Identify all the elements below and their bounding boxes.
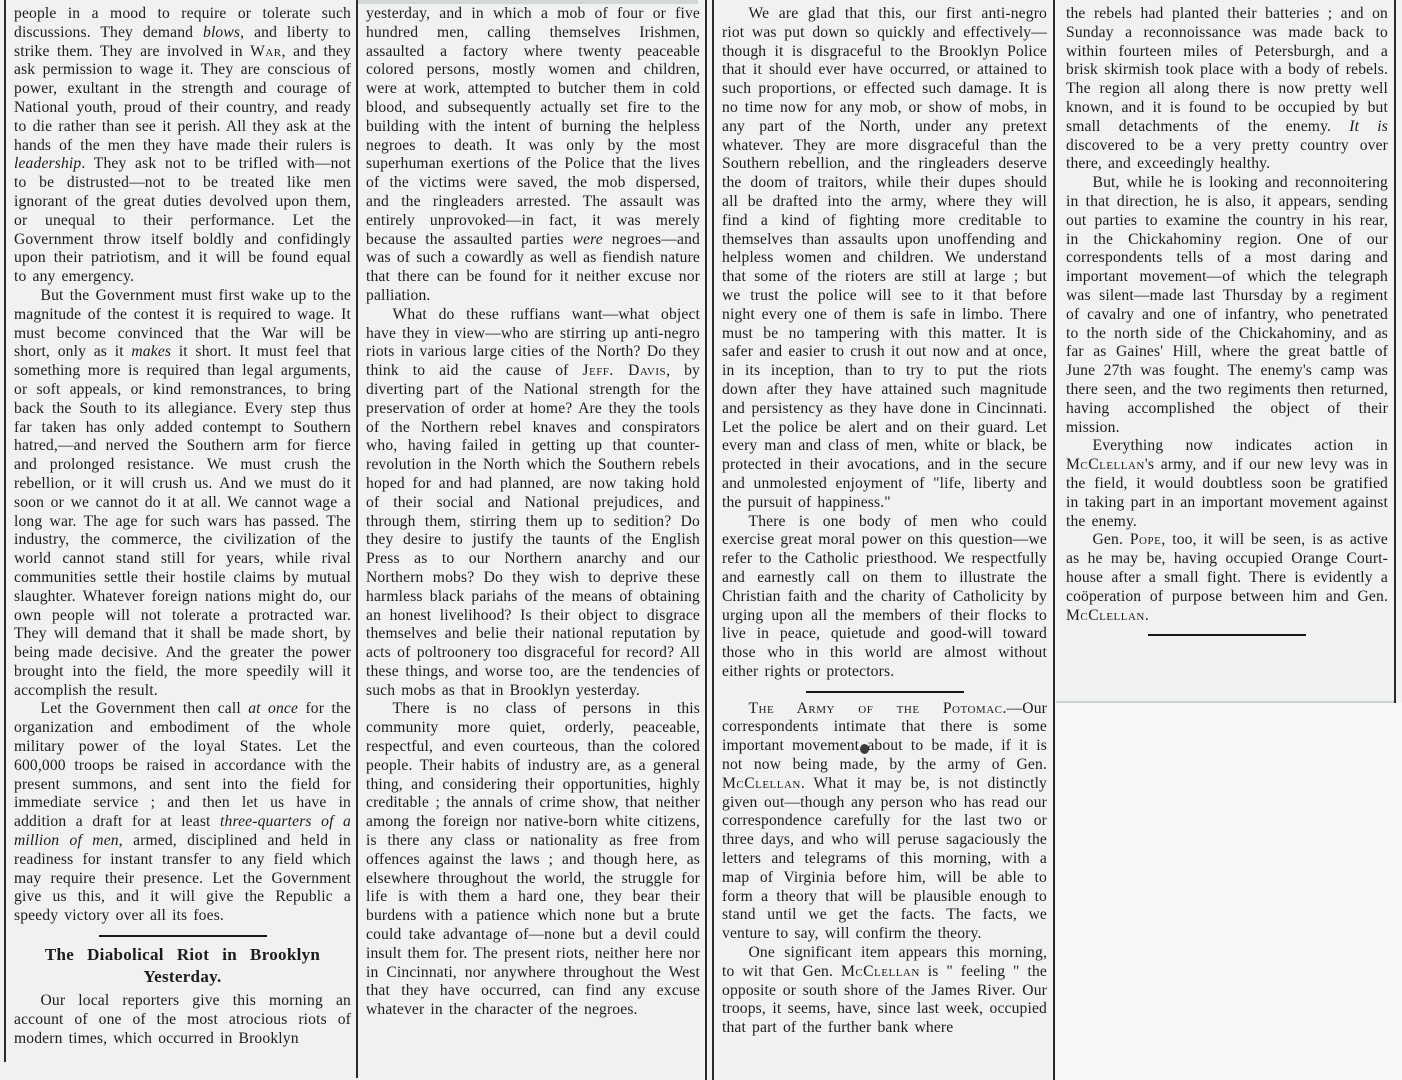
riot-article-paragraph: There is one body of men who could exercise great moral power on this question—we refer to the Catholic priesthood. We respectfully and earnestly call on them to illustrate the Christian faith and the charity of Catholicity by urging upon all the members of their flocks to live in peace, quietude and good-will toward those who in this world are almost without either rights or protectors. [722, 512, 1047, 680]
potomac-article-paragraph: But, while he is looking and reconnoitering in that direction, he is also, it appears, sending out parties to examine the country in his rear, in the Chickahominy region. One of our correspondents tells of a most daring and important movement—of which the telegraph was silent—made last Thursday by a regiment of cavalry and one of infantry, who penetrated to the north side of the Chickahominy, and as far as Gaines' Hill, where the great battle of June 27th was fought. The enemy's camp was there seen, and the two regiments then returned, having accomplished the object of their mission. [1066, 174, 1388, 436]
column-3 [722, 5, 1047, 1080]
riot-article-paragraph: yesterday, and in which a mob of four or five hundred men, calling themselves Irishmen, assaulted a factory where twenty peaceable colored persons, mostly women and children, were at work, attempted to butcher them in cold blood, and subsequently actually set fire to the building with the intent of burning the helpless negroes to death. It was only by the most superhuman exertions of the Police that the lives of the victims were saved, the mob dispersed, and the ringleaders arrested. The assault was entirely unprovoked—in fact, it was merely because the assaulted parties were negroes—and was of such a cowardly as well as fiendish nature that there can be found for it neither excuse nor palliation. [366, 5, 700, 304]
end-of-article-rule [806, 691, 964, 693]
column-2 [366, 5, 700, 1080]
end-of-article-rule [99, 935, 267, 937]
column-rule-3-4 [1053, 0, 1055, 1080]
column-rule-2-3-inner [712, 0, 714, 1080]
column-rule-left-edge [4, 0, 6, 1062]
clipping-edge-artifact [358, 0, 698, 4]
column-rule-1-2 [356, 0, 358, 1078]
potomac-article-paragraph: Gen. Pope, too, it will be seen, is as active as he may be, having occupied Orange Court-house after a small fight. There is evidently a coöperation of purpose between him and Gen. McClellan. [1066, 531, 1388, 624]
riot-article-headline: The Diabolical Riot in Brooklyn Yesterday. [44, 945, 321, 987]
column-1 [14, 5, 351, 1080]
column-4 [1066, 5, 1388, 1080]
riot-article-paragraph: What do these ruffians want—what object have they in view—who are stirring up anti-negro riots in various large cities of the North? Do they think to aid the cause of Jeff. Davis, by diverting part of the National strength for the preservation of order at home? Are they the tools of the Northern rebel knaves and conspirators who, having failed in getting up that counter-revolution in the North which the Southern rebels hoped for and had planned, are now taking hold of their social and National prejudices, and through them, stirring them up to sedition? Do they desire to justify the taunts of the English Press as to our Northern anarchy and our Northern mobs? Do they wish to deprive these harmless black pariahs of the means of obtaining an honest livelihood? Is their object to disgrace themselves and belie their national reputation by acts of poltroonery too disgraceful for record? All these things, and worse too, are the tendencies of such mobs as that in Brooklyn yesterday. [366, 305, 700, 699]
column-rule-right-edge [1394, 0, 1396, 706]
riot-article-paragraph: Our local reporters give this morning an account of one of the most atrocious riots of modern times, which occurred in Brooklyn [14, 992, 351, 1047]
potomac-article-paragraph: the rebels had planted their batteries ; and on Sunday a reconnoissance was made back to within fourteen miles of Petersburgh, and a brisk skirmish took place with a body of rebels. The region all along there is now pretty well known, and it is found to be occupied by but small detachments of the enemy. It is discovered to be a very pretty country over there, and exceedingly healthy. [1066, 5, 1388, 173]
war-editorial-paragraph: people in a mood to require or tolerate such discussions. They demand blows, and liberty to strike them. They are involved in War, and they ask permission to wage it. They are conscious of power, exultant in the strength and courage of National youth, proud of their country, and ready to die rather than see it perish. All they ask at the hands of the men they have made their rulers is leadership. They ask not to be trifled with—not to be distrusted—not to be treated like men ignorant of the great duties devolved upon them, or unequal to their performance. Let the Government throw itself boldly and confidingly upon their patriotism, and it will be found equal to any emergency. [14, 5, 351, 286]
end-of-article-rule [1148, 634, 1306, 636]
column-rule-2-3-outer [705, 0, 707, 1080]
potomac-article-paragraph: The Army of the Potomac.—Our correspondents intimate that there is some important movement about to be made, if it is not now being made, by the army of Gen. McClellan. What it may be, is not distinctly given out—though any person who has read our correspondence carefully for the last two or three days, and who will peruse sagaciously the letters and telegrams of this morning, with a map of Virginia before him, will be able to form a theory that will be plausible enough to stand until we get the facts. The facts, we venture to say, will confirm the theory. [722, 699, 1047, 943]
riot-article-paragraph: We are glad that this, our first anti-negro riot was put down so quickly and effectively—though it is disgraceful to the Brooklyn Police that it should ever have occurred, or attained to such proportions, or effected such damage. It is no time now for any mob, or show of mobs, in any part of the North, under any pretext whatever. They are more disgraceful than the Southern rebellion, and the ringleaders deserve the doom of traitors, while their dupes should all be drafted into the army, where they will find a kind of fighting more creditable to themselves than assaults upon unoffending and helpless women and children. We understand that some of the rioters are still at large ; but we trust the police will see to it that before night every one of them is safe in limbo. There must be no tampering with this matter. It is safer and easier to crush it out now and at once, in its inception, than to try to put the riots down after they have attained such magnitude and persistency as they have done in Cincinnati. Let the police be alert and on their guard. Let every man and class of men, white or black, be protected in their avocations, and in the secure and unmolested enjoyment of "life, liberty and the pursuit of happiness." [722, 5, 1047, 511]
potomac-article-paragraph: Everything now indicates action in McClellan's army, and if our new levy was in the field, it would doubtless soon be gratified in taking part in an important movement against the enemy. [1066, 437, 1388, 530]
potomac-article-paragraph: One significant item appears this morning, to wit that Gen. McClellan is " feeling " the opposite or south shore of the James River. Our troops, it seems, have, since last week, occupied that part of the further bank where [722, 944, 1047, 1037]
war-editorial-paragraph: But the Government must first wake up to the magnitude of the contest it is required to wage. It must become convinced that the War will be short, only as it makes it short. It must feel that something more is required than legal arguments, or soft appeals, or kind remonstrances, to bring back the South to its allegiance. Every step thus far taken has only added contempt to Southern hatred,—and nerved the Southern arm for fierce and prolonged resistance. We must crush the rebellion, or it will crush us. And we must do it soon or we cannot do it at all. We cannot wage a long war. The age for such wars has passed. The industry, the commerce, the civilization of the world cannot stand still for years, while rival communities settle their hostile claims by mutual slaughter. Whatever foreign nations might do, our own people will not tolerate a protracted war. They will demand that it shall be made short, by being made decisive. And the greater the power brought into the field, the more speedily will it accomplish the result. [14, 286, 351, 699]
riot-article-paragraph: There is no class of persons in this community more quiet, orderly, peaceable, respectful, and even courteous, than the colored people. Their habits of industry are, as a general thing, and considering their opportunities, highly creditable ; the annals of crime show, that neither among the foreign nor native-born white citizens, is there any class or nationality as free from offences against the laws ; and though here, as elsewhere throughout the world, the struggle for life is with them a hard one, they bear their burdens with a patience which none but a brute could take advantage of—none but a devil could insult them for. The present riots, neither here nor in Cincinnati, nor anywhere throughout the West that they have occurred, can find any excuse whatever in the character of the negroes. [366, 700, 700, 1019]
war-editorial-paragraph: Let the Government then call at once for the organization and embodiment of the whole military power of the loyal States. Let the 600,000 troops be raised in accordance with the present summons, and sent into the field for immediate service ; and then let us have in addition a draft for at least three-quarters of a million of men, armed, disciplined and held in readiness for instant transfer to any field which may require their presence. Let the Government give us this, and it will give the Republic a speedy victory over all its foes. [14, 700, 351, 925]
